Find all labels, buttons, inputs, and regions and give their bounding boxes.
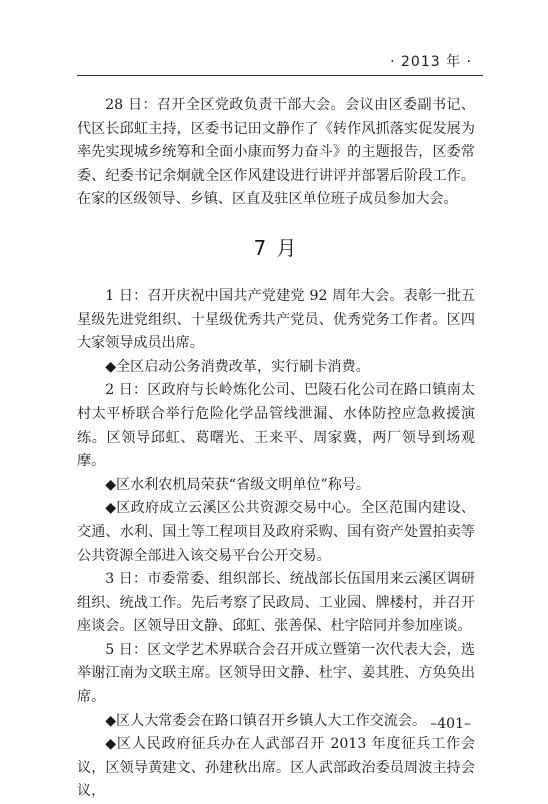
year-label: · 2013 年 ·	[390, 54, 472, 70]
paragraph: ◆区水利农机局荣获“省级文明单位”称号。	[105, 476, 371, 493]
paragraph: ◆全区启动公务消费改革，实行刷卡消费。	[105, 358, 370, 375]
page-body	[77, 94, 475, 804]
running-header	[0, 52, 548, 76]
paragraph: 5 日：区文学艺术界联合会召开成立暨第一次代表大会，选举谢江南为文联主席。区领导田文静、杜宇、姜其胜、方奂奂出席。	[77, 641, 475, 706]
paragraph: 2 日：区政府与长岭炼化公司、巴陵石化公司在路口镇南太村太平桥联合举行危险化学品管线泄漏、水体防控应急救援演练。区领导邱虹、葛曙光、王来平、周家冀，两厂领导到场观摩。	[77, 382, 475, 470]
month-heading: 7 月	[253, 235, 299, 260]
paragraph: ◆区政府成立云溪区公共资源交易中心。全区范围内建设、交通、水利、国土等工程项目及政府采购、国有资产处置拍卖等公共资源全部进入该交易平台公开交易。	[77, 500, 475, 564]
paragraph: ◆区人民政府征兵办在人武部召开 2013 年度征兵工作会议，区领导黄建文、孙建秋出席。区人武部政治委员周波主持会议，	[77, 736, 475, 800]
header-rule	[77, 75, 483, 76]
paragraph: 28 日：召开全区党政负责干部大会。会议由区委副书记、代区长邱虹主持，区委书记田文静作了《转作风抓落实促发展为率先实现城乡统筹和全面小康而努力奋斗》的主题报告，区委常委、纪委书记余炯就全区作风建设进行讲评并部署后阶段工作。在家的区级领导、乡镇、区直及驻区单位班子成员参加大会。	[77, 97, 475, 208]
page-number: –401–	[430, 716, 471, 732]
paragraph: ◆区人大常委会在路口镇召开乡镇人大工作交流会。	[105, 712, 427, 729]
paragraph: 1 日：召开庆祝中国共产党建党 92 周年大会。表彰一批五星级先进党组织、十星级优秀共产党员、优秀党务工作者。区四大家领导成员出席。	[77, 287, 475, 352]
paragraph: 3 日：市委常委、组织部长、统战部长伍国用来云溪区调研组织、统战工作。先后考察了民政局、工业园、牌楼村，并召开座谈会。区领导田文静、邱虹、张善保、杜宇陪同并参加座谈。	[77, 571, 475, 635]
